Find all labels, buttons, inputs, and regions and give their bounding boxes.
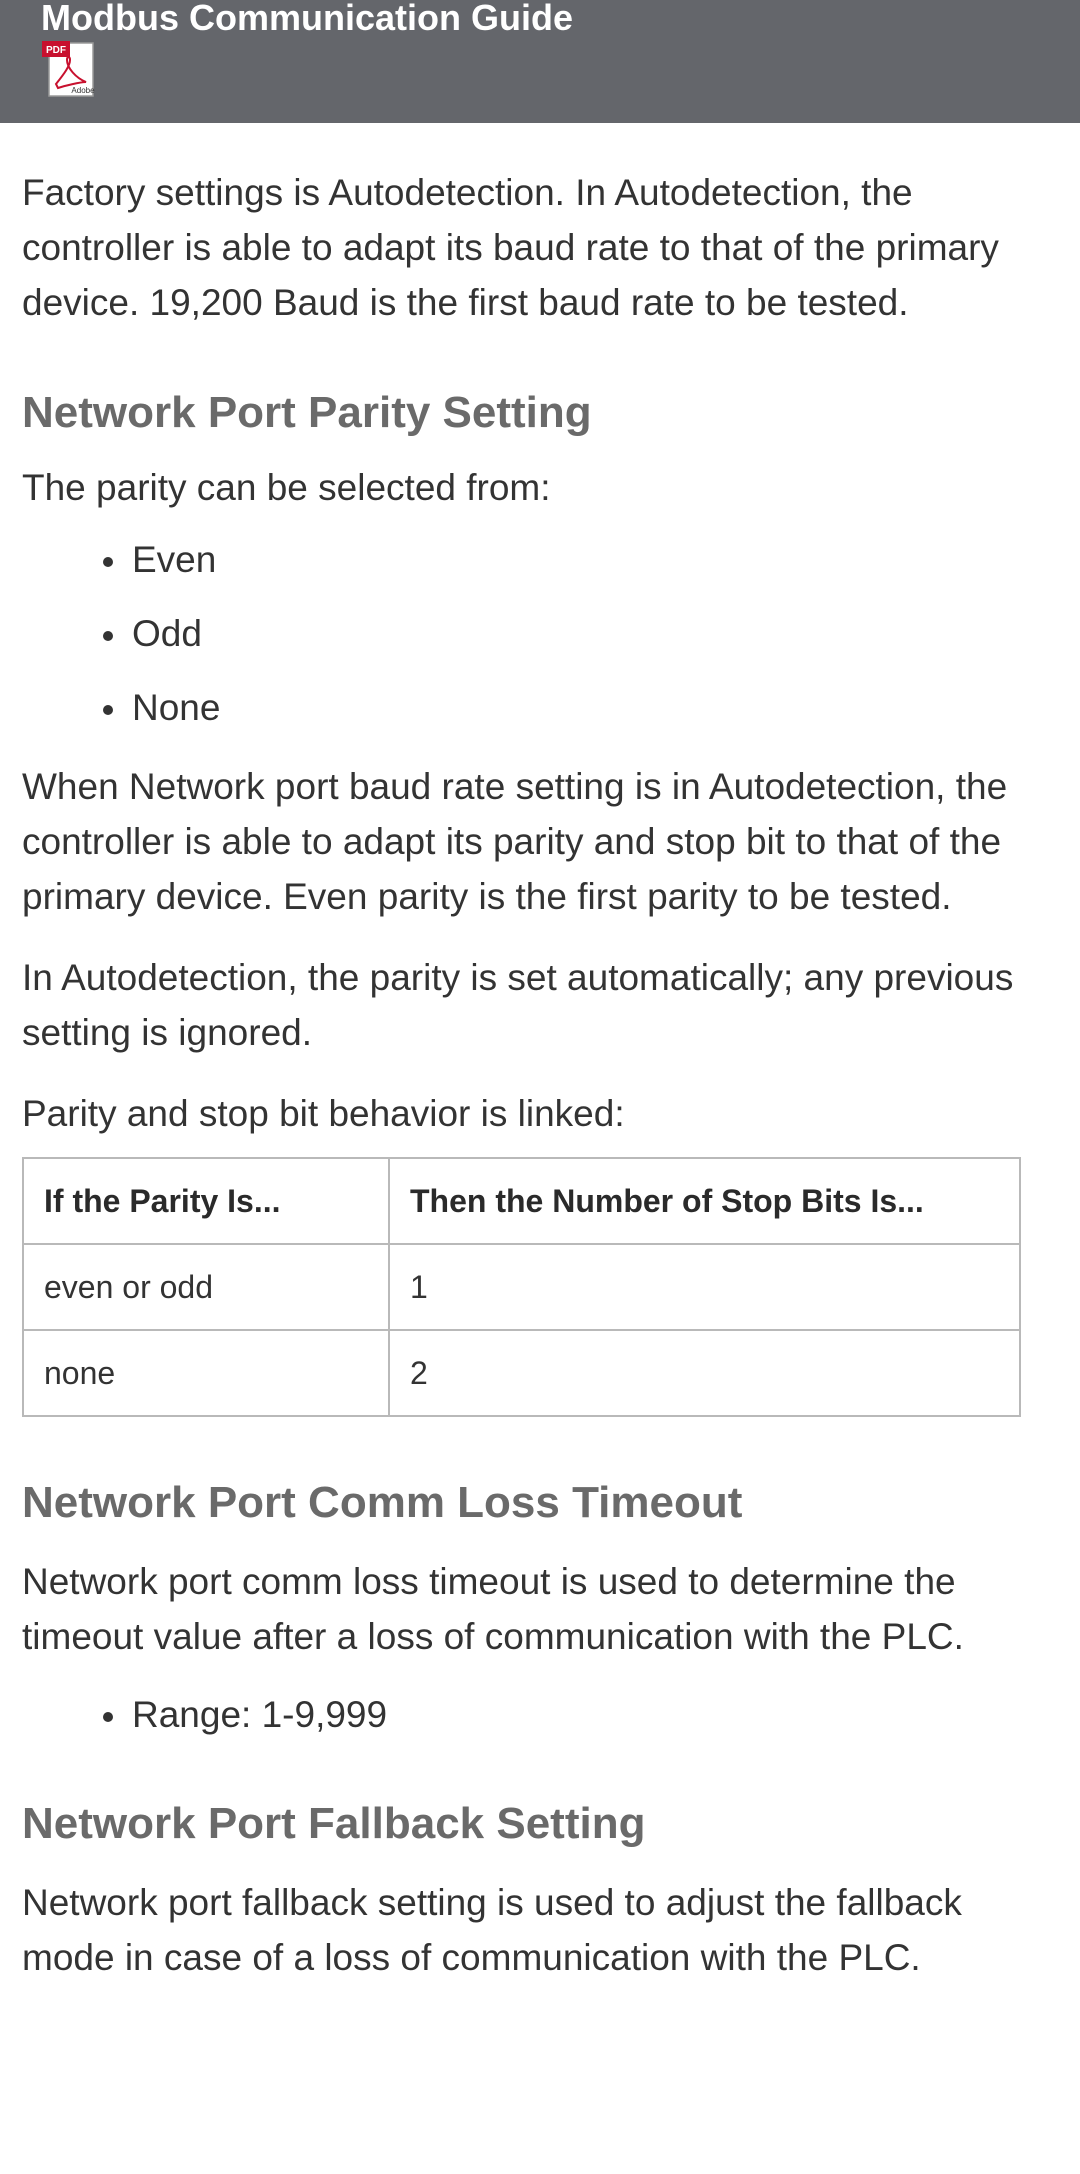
adobe-label: Adobe — [71, 86, 95, 95]
parity-linked-paragraph: Parity and stop bit behavior is linked: — [22, 1093, 625, 1134]
comm-loss-paragraph: Network port comm loss timeout is used to determine the timeout value after a loss of communication with the PLC. — [22, 1561, 964, 1657]
parity-ignored-paragraph: In Autodetection, the parity is set automatically; any previous setting is ignored. — [22, 957, 1014, 1053]
fallback-heading: Network Port Fallback Setting — [22, 1799, 646, 1848]
fallback-paragraph: Network port fallback setting is used to adjust the fallback mode in case of a loss of communication with the PLC. — [22, 1882, 962, 1978]
document-title: Modbus Communication Guide — [41, 0, 573, 38]
table-cell: 2 — [389, 1330, 1020, 1416]
document-content — [22, 165, 1042, 2011]
column-header-stop-bits: Then the Number of Stop Bits Is... — [389, 1158, 1020, 1244]
comm-loss-list — [22, 1690, 1042, 1740]
autodetection-paragraph: When Network port baud rate setting is in Autodetection, the controller is able to adapt its parity and stop bit to that of the primary device. Even parity is the first parity to be tested. — [22, 766, 1008, 917]
parity-stop-bits-table — [22, 1157, 1021, 1417]
pdf-file-icon[interactable] — [40, 40, 98, 98]
list-item: Odd — [132, 609, 1042, 659]
table-row — [23, 1244, 1020, 1330]
table-row — [23, 1330, 1020, 1416]
table-cell: even or odd — [23, 1244, 389, 1330]
list-item: None — [132, 683, 1042, 733]
table-cell: 1 — [389, 1244, 1020, 1330]
parity-options-list — [22, 535, 1042, 733]
parity-lead-text: The parity can be selected from: — [22, 467, 551, 508]
intro-paragraph: Factory settings is Autodetection. In Autodetection, the controller is able to adapt its baud rate to that of the primary device. 19,200 Baud is the first baud rate to be tested. — [22, 172, 999, 323]
app-header — [0, 0, 1080, 123]
table-header-row — [23, 1158, 1020, 1244]
column-header-parity: If the Parity Is... — [23, 1158, 389, 1244]
comm-loss-heading: Network Port Comm Loss Timeout — [22, 1478, 743, 1527]
list-item: Range: 1-9,999 — [132, 1690, 1042, 1740]
pdf-label: PDF — [46, 45, 66, 56]
parity-heading: Network Port Parity Setting — [22, 388, 592, 437]
table-cell: none — [23, 1330, 389, 1416]
list-item: Even — [132, 535, 1042, 585]
